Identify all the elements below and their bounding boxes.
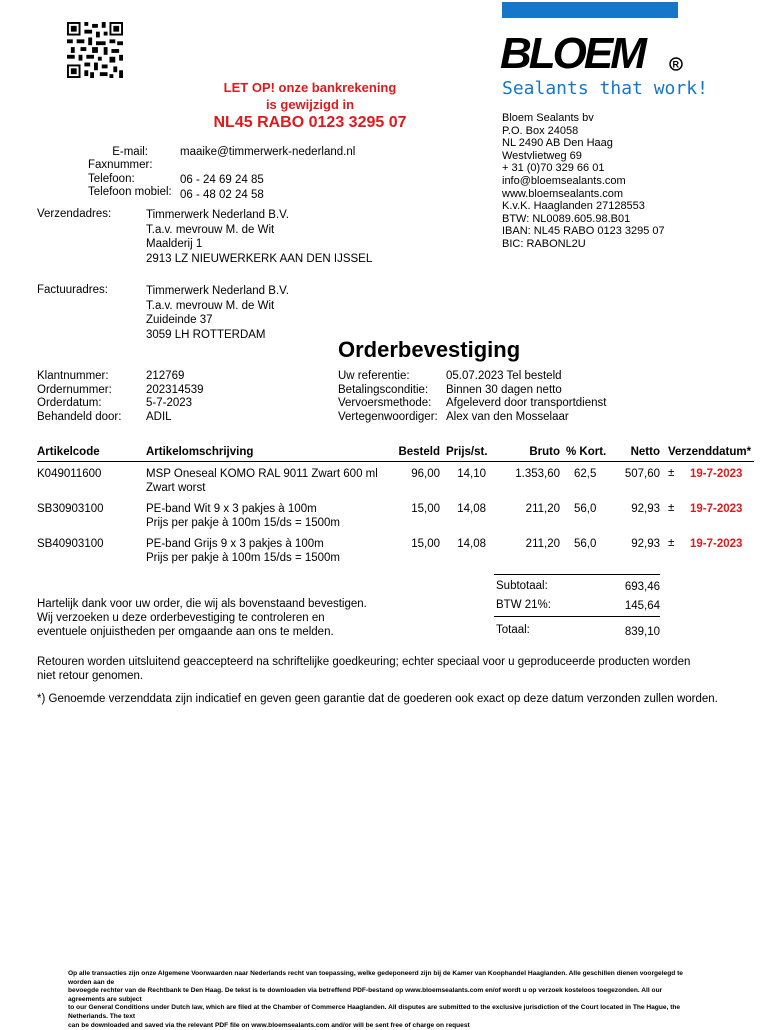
- col-header-net: Netto: [630, 446, 660, 458]
- order-number: 202314539: [146, 383, 204, 396]
- thanks-line: Hartelijk dank voor uw order, die wij als bovenstaand bevestigen.: [37, 598, 367, 610]
- company-info: [502, 112, 665, 251]
- item-discount: 62,5: [574, 468, 597, 480]
- order-label: Klantnummer:: [37, 370, 109, 382]
- company-line: NL 2490 AB Den Haag: [502, 137, 613, 150]
- thanks-line: Wij verzoeken u deze orderbevestiging te controleren en: [37, 612, 325, 624]
- item-gross: 211,20: [525, 503, 560, 515]
- address-line: Maalderij 1: [146, 238, 203, 250]
- plus-minus: ±: [668, 502, 675, 514]
- plus-minus: ±: [668, 467, 675, 479]
- item-desc: PE-band Wit 9 x 3 pakjes à 100m: [146, 503, 317, 515]
- item-code: SB30903100: [37, 503, 104, 515]
- item-code: SB40903100: [37, 538, 104, 550]
- customer-number: 212769: [146, 370, 185, 382]
- svg-text:R: R: [672, 59, 679, 70]
- tagline: Sealants that work!: [502, 78, 708, 99]
- item-qty: 96,00: [411, 468, 440, 480]
- item-gross: 211,20: [525, 538, 560, 550]
- shipping-method: Afgeleverd door transportdienst: [446, 397, 607, 410]
- contact-values: [180, 146, 355, 202]
- header-rule: [37, 461, 754, 462]
- order-label: Uw referentie:: [338, 370, 410, 382]
- item-gross: 1.353,60: [515, 468, 560, 480]
- billing-label: Factuuradres:: [37, 284, 108, 296]
- total-value: 839,10: [624, 626, 660, 638]
- item-discount: 56,0: [574, 538, 597, 550]
- ship-date: 19-7-2023: [690, 503, 743, 515]
- item-desc-2: Prijs per pakje à 100m 15/ds = 1500m: [146, 552, 341, 564]
- order-label: Ordernummer:: [37, 383, 112, 396]
- col-header-discount: % Kort.: [566, 446, 607, 458]
- handled-by: ADIL: [146, 410, 172, 423]
- company-line: + 31 (0)70 329 66 01: [502, 162, 605, 175]
- company-line: www.bloemsealants.com: [502, 187, 624, 200]
- ship-date: 19-7-2023: [690, 538, 743, 550]
- address-line: T.a.v. mevrouw M. de Wit: [146, 223, 275, 236]
- contact-label: Telefoon:: [88, 172, 135, 185]
- col-header-price: Prijs/st.: [446, 446, 488, 458]
- page-title: Orderbevestiging: [338, 337, 521, 362]
- item-desc: MSP Oneseal KOMO RAL 9011 Zwart 600 ml: [146, 468, 378, 480]
- footer-line: can be downloaded and saved via the relevant PDF file on www.bloemsealants.com and/or will be sent free of charge on request: [68, 1021, 470, 1029]
- shipping-address: [146, 208, 372, 266]
- subtotal-value: 693,46: [624, 581, 660, 593]
- returns-text: [37, 655, 690, 683]
- mobile-value: 06 - 48 02 24 58: [180, 188, 264, 201]
- col-header-date: Verzenddatum*: [668, 446, 752, 458]
- address-line: Timmerwerk Nederland B.V.: [146, 285, 289, 297]
- totals-rule-top: [494, 574, 660, 575]
- disclaimer: *) Genoemde verzenddata zijn indicatief en geven geen garantie dat de goederen ook exact op deze datum verzonden zullen worden.: [37, 693, 718, 705]
- item-net: 507,60: [624, 468, 660, 480]
- footer-line: Op alle transacties zijn onze Algemene Voorwaarden naar Nederlands recht van toepassing, welke gedeponeerd zijn bij de Kamer van Koophandel Haaglanden. Alle geschillen dienen voorgelegd te worden aan de: [68, 970, 683, 986]
- logo-text: BLOEM: [500, 30, 644, 74]
- address-line: 3059 LH ROTTERDAM: [146, 328, 266, 341]
- qr-code: [66, 22, 124, 78]
- brand-accent-bar: [502, 2, 678, 18]
- order-values-right: [446, 370, 606, 424]
- company-line: BTW: NL0089.605.98.B01: [502, 212, 631, 225]
- item-qty: 15,00: [411, 538, 440, 550]
- item-net: 92,93: [631, 503, 660, 515]
- company-line: P.O. Box 24058: [502, 124, 579, 137]
- address-line: Zuideinde 37: [146, 314, 213, 326]
- item-net: 92,93: [631, 538, 660, 550]
- col-header-code: Artikelcode: [37, 446, 100, 458]
- company-line: K.v.K. Haaglanden 27128553: [502, 200, 645, 213]
- notice-line1: LET OP! onze bankrekening: [223, 80, 397, 95]
- company-line: info@bloemsealants.com: [502, 174, 626, 187]
- order-label: Orderdatum:: [37, 397, 102, 410]
- payment-terms: Binnen 30 dagen netto: [446, 383, 562, 396]
- phone-value: 06 - 24 69 24 85: [180, 174, 264, 187]
- footer-line: bevoegde rechter van de Rechtbank te Den Haag. De tekst is te downloaden via betreffend PDF-bestand op www.bloemsealants.com en/of wordt u op verzoek kosteloos toegezonden. All our agreements are subject: [68, 987, 663, 1003]
- subtotal-label: Subtotaal:: [496, 580, 548, 592]
- order-values-left: [146, 370, 204, 424]
- returns-line: niet retour genomen.: [37, 670, 144, 682]
- item-desc-2: Prijs per pakje à 100m 15/ds = 1500m: [146, 517, 341, 529]
- item-code: K049011600: [37, 468, 102, 480]
- col-header-qty: Besteld: [398, 446, 440, 458]
- notice-line2: is gewijzigd in: [265, 97, 355, 112]
- item-desc-2: Zwart worst: [146, 482, 206, 494]
- order-date: 5-7-2023: [146, 397, 193, 410]
- order-label: Vertegenwoordiger:: [338, 410, 438, 423]
- bloem-logo: [500, 30, 688, 77]
- order-label: Behandeld door:: [37, 410, 122, 423]
- item-price: 14,08: [457, 538, 486, 550]
- order-label: Vervoersmethode:: [338, 397, 432, 410]
- item-price: 14,08: [457, 503, 486, 515]
- item-desc: PE-band Grijs 9 x 3 pakjes à 100m: [146, 538, 324, 550]
- sales-rep: Alex van den Mosselaar: [446, 410, 569, 423]
- contact-labels: [86, 146, 148, 160]
- address-line: 2913 LZ NIEUWERKERK AAN DEN IJSSEL: [146, 252, 373, 265]
- ship-date: 19-7-2023: [690, 468, 743, 480]
- plus-minus: ±: [668, 537, 675, 549]
- item-qty: 15,00: [411, 503, 440, 515]
- thanks-line: eventuele onjuistheden per omgaande aan ons te melden.: [37, 626, 334, 638]
- company-line: IBAN: NL45 RABO 0123 3295 07: [502, 225, 665, 238]
- contact-label: E-mail:: [112, 146, 148, 158]
- fax-value: [180, 160, 355, 174]
- col-header-desc: Artikelomschrijving: [146, 446, 254, 458]
- returns-line: Retouren worden uitsluitend geaccepteerd na schriftelijke goedkeuring; echter speciaal voor u geproduceerde producten worden: [37, 656, 691, 668]
- totals-rule-bottom: [494, 616, 660, 617]
- vat-label: BTW 21%:: [496, 599, 551, 611]
- thanks-text: [37, 597, 367, 639]
- notice-iban: NL45 RABO 0123 3295 07: [213, 114, 407, 131]
- item-discount: 56,0: [574, 503, 597, 515]
- your-reference: 05.07.2023 Tel besteld: [446, 370, 562, 382]
- total-label: Totaal:: [496, 624, 530, 636]
- contact-label: Telefoon mobiel:: [88, 186, 172, 199]
- order-label: Betalingsconditie:: [338, 383, 429, 396]
- col-header-gross: Bruto: [529, 446, 560, 458]
- item-price: 14,10: [457, 468, 486, 480]
- address-line: T.a.v. mevrouw M. de Wit: [146, 299, 275, 312]
- shipping-label: Verzendadres:: [37, 208, 112, 220]
- company-line: BIC: RABONL2U: [502, 237, 586, 250]
- footer-line: to our General Conditions under Dutch law, which are filed at the Chamber of Commerce Haaglanden. All disputes are submitted to the exclusive jurisdiction of the Court located in The Hague, the Netherlands. The text: [68, 1004, 681, 1020]
- email-value: maaike@timmerwerk-nederland.nl: [180, 146, 356, 158]
- vat-value: 145,64: [624, 600, 660, 612]
- order-labels-right: [338, 370, 438, 424]
- footer-terms: [68, 970, 692, 1030]
- contact-label: Faxnummer:: [88, 159, 153, 171]
- order-labels-left: [37, 370, 121, 424]
- company-line: Bloem Sealants bv: [502, 112, 594, 124]
- company-line: Westvlietweg 69: [502, 149, 582, 162]
- billing-address: [146, 284, 289, 342]
- address-line: Timmerwerk Nederland B.V.: [146, 209, 289, 221]
- contact-labels-rest: [88, 159, 172, 200]
